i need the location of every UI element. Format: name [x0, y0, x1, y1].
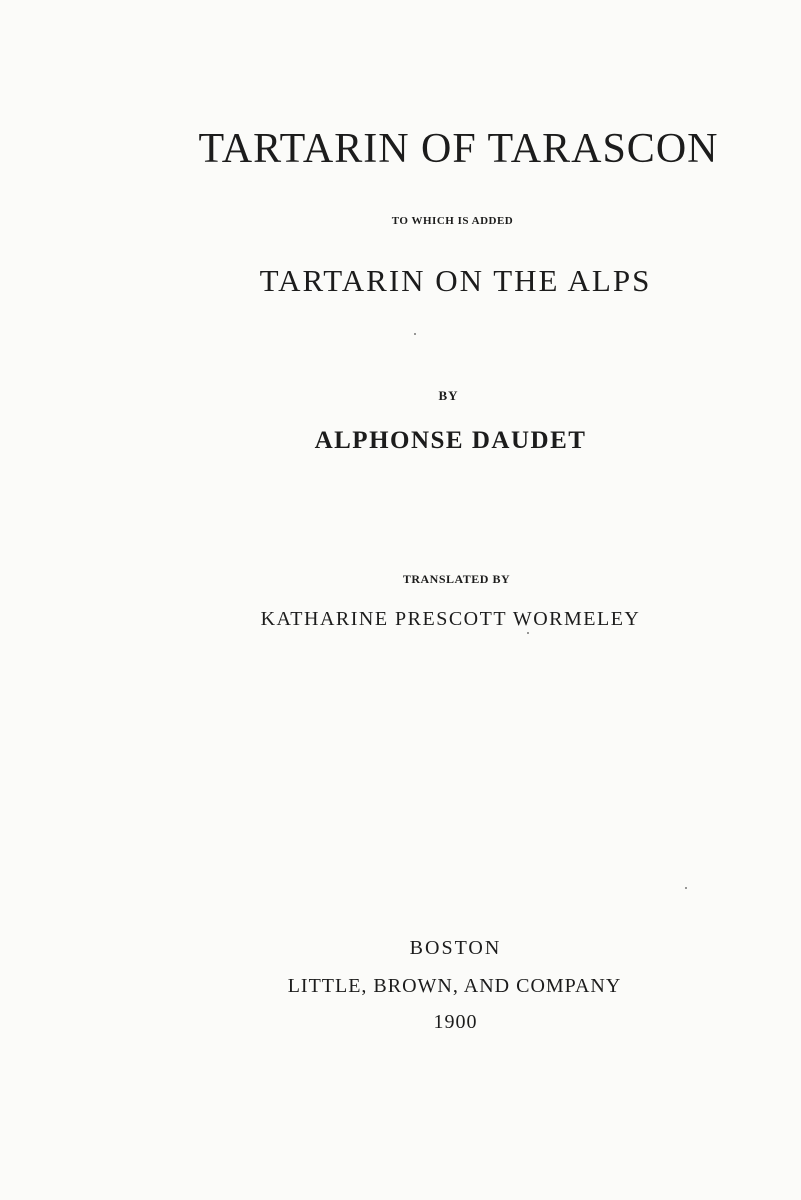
second-title: TARTARIN ON THE ALPS — [259, 263, 652, 298]
publication-year: 1900 — [433, 1011, 478, 1033]
added-note: TO WHICH IS ADDED — [391, 215, 514, 227]
publisher-name: LITTLE, BROWN, AND COMPANY — [287, 975, 622, 997]
publication-city: BOSTON — [409, 937, 502, 959]
ink-speck — [685, 887, 687, 889]
translator-name: KATHARINE PRESCOTT WORMELEY — [260, 608, 641, 630]
main-title: TARTARIN OF TARASCON — [198, 126, 719, 172]
by-label: BY — [438, 388, 459, 403]
ink-speck — [527, 632, 529, 634]
ink-speck — [414, 333, 416, 335]
author-name: ALPHONSE DAUDET — [314, 427, 587, 454]
translated-by-label: TRANSLATED BY — [402, 572, 511, 586]
